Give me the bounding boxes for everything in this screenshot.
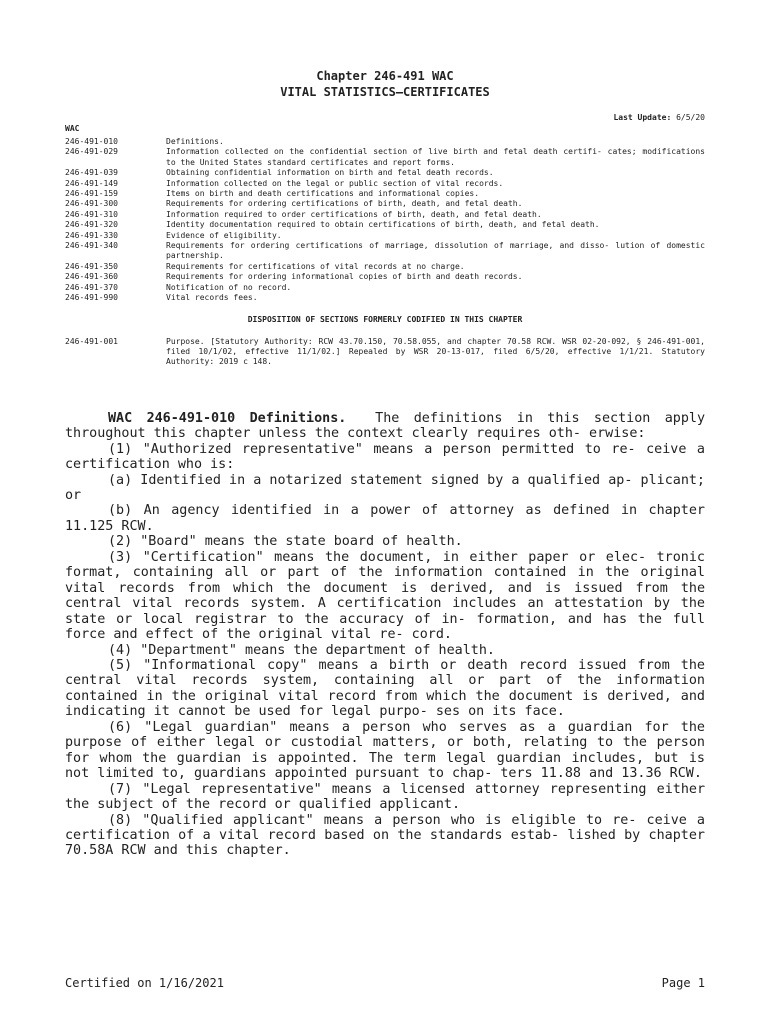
disposition-text: Purpose. [Statutory Authority: RCW 43.70.150, 70.58.055, and chapter 70.58 RCW. WSR 02-20-092, § 246-491-001, filed 10/1/02, effective 11/1/02.] Repealed by WSR 20-13-017, filed 6/5/20, effective 1/1/21. Statutory Authority: 2019 c 148. (166, 336, 705, 367)
page-number: Page 1 (661, 976, 705, 990)
section-intro-paragraph (65, 411, 705, 442)
toc-section-number: 246-491-990 (65, 293, 118, 303)
last-update-label: Last Update: (613, 113, 672, 122)
toc-section-title: Evidence of eligibility. (166, 230, 282, 240)
section-intro: The definitions in this section apply throughout this chapter unless the context clearly requires oth- erwise: (65, 410, 706, 442)
toc-row (65, 220, 705, 230)
disposition-heading: DISPOSITION OF SECTIONS FORMERLY CODIFIED IN THIS CHAPTER (247, 314, 523, 324)
toc-section-number: 246-491-350 (65, 261, 118, 271)
toc-row (65, 262, 705, 272)
toc-section-title: Vital records fees. (166, 293, 258, 303)
disposition-row (65, 337, 705, 368)
toc-section-title: Information required to order certifications of birth, death, and fetal death. (166, 209, 542, 219)
section-heading: WAC 246-491-010 Definitions. (108, 410, 347, 426)
toc-section-title: Requirements for ordering certifications of marriage, dissolution of marriage, and disso- lution of domestic partnership. (166, 241, 705, 261)
toc-section-title: Items on birth and death certifications and informational copies. (166, 189, 480, 199)
toc-row (65, 147, 705, 168)
toc-row (65, 231, 705, 241)
toc-section-number: 246-491-320 (65, 220, 118, 230)
toc-row (65, 293, 705, 303)
definition-paragraph: (4) "Department" means the department of health. (108, 642, 495, 658)
toc-section-title: Information collected on the legal or public section of vital records. (166, 178, 504, 188)
definition-paragraph: (a) Identified in a notarized statement signed by a qualified ap- plicant; or (65, 472, 705, 503)
toc-section-number: 246-491-149 (65, 178, 118, 188)
document-page (65, 0, 705, 1024)
page-footer (65, 976, 705, 990)
chapter-subtitle: VITAL STATISTICS—CERTIFICATES (280, 85, 490, 99)
disposition-section-number: 246-491-001 (65, 336, 118, 346)
section-body (65, 411, 705, 859)
toc-section-number: 246-491-370 (65, 282, 118, 292)
certified-date: Certified on 1/16/2021 (65, 976, 224, 990)
toc-section-title: Requirements for ordering informational copies of birth and death records. (166, 272, 523, 282)
toc-row (65, 241, 705, 262)
toc-row (65, 199, 705, 209)
wac-column-label: WAC (65, 124, 80, 133)
definition-paragraph: (3) "Certification" means the document, in either paper or elec- tronic format, containing all or part of the information contained in the original vital records from which the document is derived, and is issued from the central vital records system. A certification includes an attestation by the state or local registrar to the accuracy of in- formation, and has the full force and effect of the original vital re- cord. (65, 549, 705, 643)
definition-paragraph: (b) An agency identified in a power of attorney as defined in chapter 11.125 RCW. (65, 503, 705, 534)
toc-section-number: 246-491-029 (65, 147, 118, 157)
toc-section-number: 246-491-300 (65, 199, 118, 209)
definition-paragraph: (7) "Legal representative" means a licensed attorney representing either the subject of the record or qualified applicant. (65, 781, 705, 813)
toc-section-number: 246-491-340 (65, 241, 118, 251)
toc-section-title: Requirements for certifications of vital records at no charge. (166, 261, 465, 271)
toc-section-title: Notification of no record. (166, 282, 292, 292)
definition-paragraph: (5) "Informational copy" means a birth or death record issued from the central vital records system, containing all or part of the information contained in the original vital record from which the document is derived, and indicating it cannot be used for legal purpo- ses on its face. (65, 657, 705, 720)
toc-row (65, 210, 705, 220)
toc-section-title: Requirements for ordering certifications of birth, death, and fetal death. (166, 199, 523, 209)
table-of-contents (65, 137, 705, 304)
chapter-title: Chapter 246-491 WAC (316, 69, 454, 83)
toc-section-number: 246-491-159 (65, 189, 118, 199)
toc-section-title: Information collected on the confidential section of live birth and fetal death certifi- cates; modifications to the United States standard certificates and report forms. (166, 147, 705, 167)
definition-paragraph: (2) "Board" means the state board of health. (108, 534, 463, 550)
toc-section-number: 246-491-010 (65, 137, 118, 146)
definition-paragraph: (1) "Authorized representative" means a person permitted to re- ceive a certification who is: (65, 441, 705, 473)
definition-paragraph: (6) "Legal guardian" means a person who serves as a guardian for the purpose of either legal or custodial matters, or both, relating to the person for whom the guardian is appointed. The term legal guardian includes, but is not limited to, guardians appointed pursuant to chap- ters 11.88 and 13.36 RCW. (65, 719, 705, 782)
toc-row (65, 168, 705, 178)
last-update (65, 113, 705, 123)
toc-section-title: Definitions. (166, 137, 224, 146)
last-update-value: 6/5/20 (676, 113, 705, 122)
toc-row (65, 137, 705, 147)
toc-row (65, 272, 705, 282)
toc-section-title: Identity documentation required to obtain certifications of birth, death, and fetal death. (166, 220, 600, 230)
toc-row (65, 179, 705, 189)
toc-section-number: 246-491-310 (65, 209, 118, 219)
toc-row (65, 283, 705, 293)
toc-row (65, 189, 705, 199)
definition-paragraph: (8) "Qualified applicant" means a person who is eligible to re- ceive a certification of a vital record based on the standards estab- lished by chapter 70.58A RCW and this chapter. (65, 812, 705, 859)
toc-section-number: 246-491-039 (65, 168, 118, 178)
toc-section-number: 246-491-360 (65, 272, 118, 282)
toc-section-number: 246-491-330 (65, 230, 118, 240)
toc-section-title: Obtaining confidential information on birth and fetal death records. (166, 168, 494, 178)
